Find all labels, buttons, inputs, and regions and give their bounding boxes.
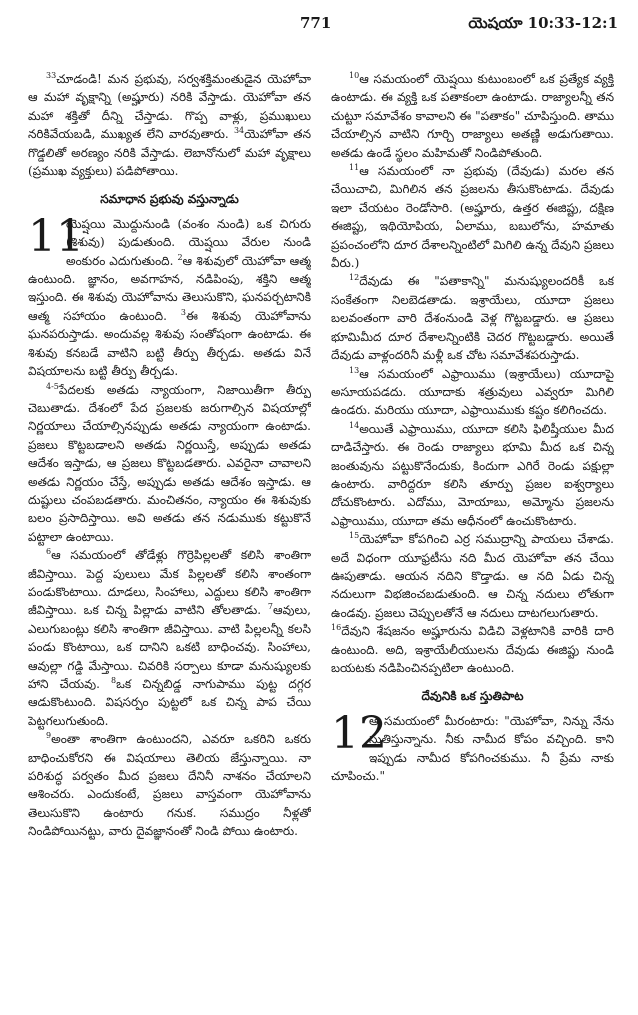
page-header bbox=[0, 0, 638, 44]
section-heading: దేవునికి ఒక స్తుతిపాట bbox=[421, 689, 524, 704]
chapter-number: 11 bbox=[28, 210, 84, 262]
verse-number: 13 bbox=[349, 365, 360, 375]
verse-text: యెహోవా కోపగించి ఎర్ర సముద్రాన్ని పాయలు చేశాడు. అదే విధంగా యూఫ్రటీసు నది మీద యెహోవా తన చేయి ఊపుతాడు. ఆయన నదిని కొడ్తాడు. ఆ నది ఏడు చిన్న నదులుగా విభజించబడుతుంది. ఆ చిన్న నదులు లోతుగా ఉండవు. ప్రజలు చెప్పులతోనే ఆ నదులు దాటగలుగుతారు. bbox=[331, 532, 614, 620]
verse-text: ఒక చిన్నబిడ్డ నాగుపాము పుట్ట దగ్గర ఆడుకొంటుంది. విషసర్పం పుట్టలో ఒక చిన్న పాప చేయి పెట్టగలుగుతుంది. bbox=[28, 677, 311, 728]
verse-text: దేవుని శేషజనం అష్హూరును విడిచి వెళ్లటానికి వారికి దారి ఉంటుంది. అది, ఇశ్రాయేలీయులను దేవుడు ఈజిప్టు నుండి బయటకు నడిపించినప్పటిలా ఉంటుంది. bbox=[331, 624, 614, 675]
verse-paragraph bbox=[331, 272, 614, 364]
page-number: 771 bbox=[300, 14, 332, 32]
verse-text: ఈ శిశువు యెహోవాను ఘనపరుస్తాడు. అందువల్ల శిశువు సంతోషంగా ఉంటాడు. ఈ శిశువు కనబడే వాటిని బట్టి తీర్పు తీర్చడు. అతడు వినే విషయాలను బట్టి తీర్పు తీర్చడు. bbox=[28, 308, 311, 379]
running-head: యెషయా 10:33-12:1 bbox=[468, 14, 618, 32]
verse-text: ఆ సమయంలో తోడేళ్లు గొర్రెపిల్లలతో కలిసి శాంతిగా జీవిస్తాయి. పెద్ద పులులు మేక పిల్లలతో కలిసి శాంతంగా పండుకొంటాయి. దూడలు, సింహాలు, ఎద్దులు కలిసి శాంతిగా జీవిస్తాయి. ఒక చిన్న పిల్లాడు వాటిని తోలతాడు. bbox=[28, 548, 311, 618]
verse-text: ఆ సమయంలో మీరంటారు: "యెహోవా, నిన్ను నేను స్తుతిస్తున్నాను. నీకు నామీద కోపం వచ్చింది. కాని ఇప్పుడు నామీద కోపగించకుము. నీ ప్రేమ నాకు చూపించు." bbox=[331, 713, 614, 784]
verse-text: యెహోవా తన గొడ్డలితో అరణ్యం నరికి వేస్తాడు. లెబానోనులో మహా వృక్షాలు (ప్రముఖ వ్యక్తులు) పడిపోతాయి. bbox=[28, 127, 311, 179]
verse-text: ఆ సమయంలో యెష్షయి కుటుంబంలో ఒక ప్రత్యేక వ్యక్తి ఉంటాడు. ఈ వ్యక్తి ఒక పతాకంలా ఉంటాడు. రాజ్యాలన్నీ తన చుట్టూ సమావేశం కావాలని ఈ "పతాకం" చూపిస్తుంది. తాము చేయాల్సిన వాటిని గూర్చి రాజ్యాలు అతణ్ణి అడుగుతాయి. అతడు ఉండే స్థలం మహిమతో నిండిపోతుంది. bbox=[331, 72, 614, 160]
verse-text: యెష్షయి మొద్దునుండి (వంశం నుండి) ఒక చిగురు (శిశువు) పుడుతుంది. యెష్షయి వేరుల నుండి అంకురం ఎదుగుతుంది. bbox=[66, 216, 311, 268]
verse-paragraph bbox=[28, 210, 311, 381]
chapter-block bbox=[331, 707, 614, 786]
verse-text: అంతా శాంతిగా ఉంటుందని, ఎవరూ ఒకరిని ఒకరు బాధించుకోరని ఈ విషయాలు తెలియ జేస్తున్నాయి. నా పరిశుద్ధ పర్వతం మీద ప్రజలు దేనినీ నాశనం చేయాలని ఆశించరు. ఎందుకంటే, ప్రజలు వాస్తవంగా యెహోవాను తెలుసుకొని ఉంటారు గనుక. సముద్రం నీళ్లతో నిండిపోయినట్టు, వారు దైవజ్ఞానంతో నిండి పోయి ఉంటారు. bbox=[28, 732, 311, 839]
verse-text: ఆ సమయంలో నా ప్రభువు (దేవుడు) మరల తన చేయిచాచి, మిగిలిన తన ప్రజలను తీసుకొంటాడు. దేవుడు ఇలా చేయటం రెండోసారి. (అష్హూరు, ఉత్తర ఈజిప్టు, దక్షిణ ఈజిప్టు, ఇథియోపియ, ఏలాము, బబులోను, హమాతు ప్రపంచంలోని దూర దేశాలన్నింటిలో మిగిలి ఉన్న దేవుని ప్రజలు వీరు.) bbox=[331, 164, 614, 271]
verse-number: 4-5 bbox=[46, 381, 59, 391]
verse-paragraph bbox=[331, 622, 614, 677]
verse-text: ఆవులు, ఎలుగుబంట్లు కలిసి శాంతిగా జీవిస్తాయి. వాటి పిల్లలన్నీ కలసి పండు కొంటాయి, ఒక దానిని ఒకటి బాధించవు. సింహాలు, ఆవుల్లా గడ్డి మేస్తాయి. చివరికి సర్పాలు కూడా మనుష్యులకు హాని చేయవు. bbox=[28, 603, 311, 691]
verse-text: ఆ శిశువులో యెహోవా ఆత్మ ఉంటుంది. జ్ఞానం, అవగాహన, నడిపింపు, శక్తిని ఆత్మ ఇస్తుంది. ఈ శిశువు యెహోవాను తెలుసుకొని, ఘనపర్చటానికి ఆత్మ సహాయం ఉంటుంది. bbox=[28, 253, 311, 323]
verse-text: చూడండి! మన ప్రభువు, సర్వశక్తిమంతుడైన యెహోవా ఆ మహా వృక్షాన్ని (అష్హూరు) నరికి వేస్తాడు. యెహోవా తన మహా శక్తితో దీన్ని చేస్తాడు. గొప్ప వాళ్లు, ప్రముఖులు నరికివేయబడి, ముఖ్యత లేని వారవుతారు. bbox=[28, 72, 311, 142]
right-column bbox=[331, 70, 614, 1005]
section-heading: సమాధాన ప్రభువు వస్తున్నాడు bbox=[100, 192, 239, 207]
verse-number: 10 bbox=[349, 71, 360, 80]
verse-number: 33 bbox=[46, 71, 57, 80]
verse-paragraph bbox=[331, 420, 614, 530]
verse-paragraph bbox=[331, 162, 614, 272]
verse-paragraph bbox=[331, 70, 614, 162]
verse-number: 16 bbox=[331, 623, 342, 633]
verse-number: 8 bbox=[111, 676, 117, 685]
verse-paragraph bbox=[331, 365, 614, 420]
verse-number: 34 bbox=[233, 126, 245, 136]
verse-paragraph bbox=[28, 546, 311, 730]
verse-number: 7 bbox=[267, 602, 273, 612]
verse-paragraph bbox=[28, 381, 311, 547]
verse-number: 15 bbox=[349, 531, 360, 541]
verse-paragraph bbox=[28, 730, 311, 840]
verse-number: 14 bbox=[349, 420, 360, 430]
verse-text: దేవుడు ఈ "పతాకాన్ని" మనుష్యులందరికీ ఒక సంకేతంగా నిలబెడతాడు. ఇశ్రాయేలు, యూదా ప్రజలు బలవంతంగా వారి దేశంనుండి వెళ్ల గొట్టబడ్డారు. ఆ ప్రజలు భూమిమీద దూర దేశాలన్నింటికి చెదర గొట్టబడ్డారు. అయితే దేవుడు వాళ్లందరినీ మళ్లీ ఒక చోట సమావేశపరుస్తాడు. bbox=[331, 274, 614, 363]
verse-number: 9 bbox=[46, 731, 52, 741]
verse-number: 2 bbox=[177, 252, 183, 262]
verse-paragraph bbox=[331, 530, 614, 622]
verse-number: 6 bbox=[46, 547, 52, 557]
verse-paragraph bbox=[28, 70, 311, 180]
verse-number: 11 bbox=[349, 163, 360, 173]
chapter-number: 12 bbox=[331, 707, 387, 759]
verse-text: పేదలకు అతడు న్యాయంగా, నిజాయితీగా తీర్పు చెబుతాడు. దేశంలో పేద ప్రజలకు జరుగాల్సిన విషయాల్లో నిర్ణయాలు చేయాల్సినప్పుడు అతడు న్యాయంగా ఉంటాడు. ప్రజలు కొట్టబడాలని అతడు నిర్ణయిస్తే, అప్పుడు అతడు ఆదేశం ఇస్తాడు, ఆ ప్రజలు కొట్టబడతారు. ఎవరైనా చావాలని అతడు నిర్ణయం చేస్తే, అప్పుడు అతడు ఆదేశం ఇస్తాడు. ఆ దుష్టులు చంపబడతారు. మంచితనం, న్యాయం ఈ శిశువుకు బలం ప్రసాదిస్తాయి. అవి అతడు తన నడుముకు కట్టుకొనే పట్టాలా ఉంటాయి. bbox=[28, 382, 311, 544]
verse-paragraph bbox=[331, 707, 614, 786]
verse-number: 3 bbox=[180, 307, 186, 317]
left-column bbox=[28, 70, 311, 1005]
verse-text: అయితే ఎఫ్రాయిము, యూదా కలిసి ఫిలిష్తీయుల మీద దాడిచేస్తారు. ఈ రెండు రాజ్యాలు భూమి మీద ఒక చిన్న జంతువును పట్టుకొనేందుకు, కిందుగా ఎగిరే రెండు పక్షుల్లా ఉంటారు. వారిద్దరూ కలిసి తూర్పు ప్రజల ఐశ్వర్యాలు దోచుకొంటారు. ఎదోము, మోయాబు, అమ్మోను ప్రజలను ఎఫ్రాయిము, యూదా తమ ఆధీనంలో ఉంచుకొంటారు. bbox=[331, 421, 614, 528]
chapter-block bbox=[28, 210, 311, 381]
verse-number: 12 bbox=[349, 273, 360, 283]
verse-text: ఆ సమయంలో ఎఫ్రాయిము (ఇశ్రాయేలు) యూదాపై అసూయపడదు. యూదాకు శత్రువులు ఎవ్వరూ మిగిలి ఉండరు. మరియు యూదా, ఎఫ్రాయిముకు కష్టం కలిగించదు. bbox=[331, 366, 614, 418]
